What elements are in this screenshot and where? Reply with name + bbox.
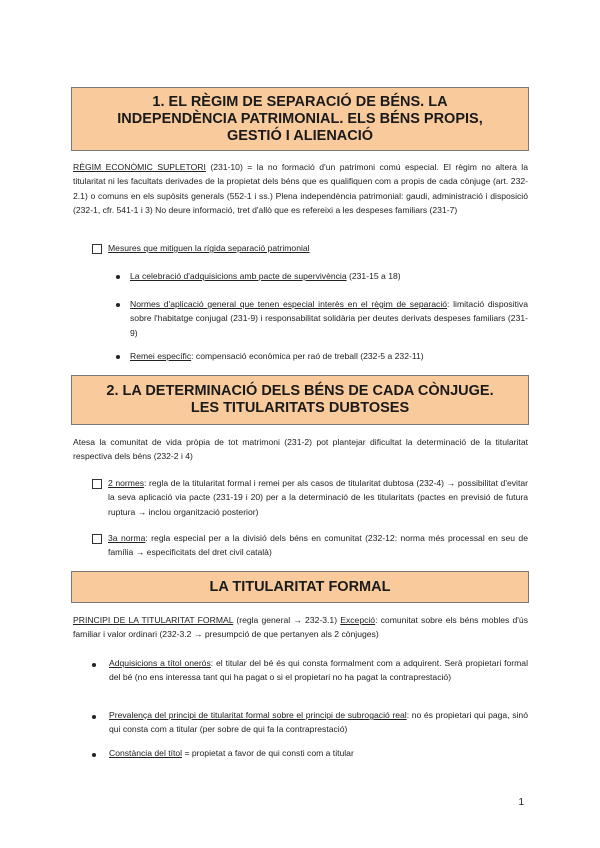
item-label: 2 normes xyxy=(108,478,145,488)
intro-label: RÈGIM ECONÒMIC SUPLETORI xyxy=(73,162,206,172)
bullet-dot xyxy=(92,663,96,667)
bullet-text: = propietat a favor de qui consti com a titular xyxy=(182,748,354,758)
section-2-intro xyxy=(73,435,528,464)
section-2-heading xyxy=(71,375,529,425)
heading-line: GESTIÓ I ALIENACIÓ xyxy=(226,127,374,144)
bullet-dot xyxy=(116,303,120,307)
bullet-text: : el titular del bé és qui consta formalment com a adquirent. Serà propietari formal del bé (no ens interessa tant qui ha pagat o si el propietari no ha pagat la contraprestació) xyxy=(109,658,528,683)
heading-line: LES TITULARITATS DUBTOSES xyxy=(190,400,410,416)
bullet-text: : compensació econòmica per raó de treball (232-5 a 232-11) xyxy=(191,351,424,361)
heading-line: 2. LA DETERMINACIÓ DELS BÉNS DE CADA CÒNJUGE. xyxy=(106,383,494,399)
bullet-label: Prevalença del principi de titularitat formal sobre el principi de subrogació real xyxy=(109,710,407,720)
section-1-intro xyxy=(73,160,528,218)
intro-label: PRINCIPI DE LA TITULARITAT FORMAL xyxy=(73,615,234,625)
list-item xyxy=(130,349,528,363)
item-text: : regla de la titularitat formal i remei per als casos de titularitat dubtosa (232-4) → possibilitat d'evitar la seva aplicació via pacte (231-19 i 20) per a la determinació de les titularitats (pactes en previsió de futura ruptura → inclou organització posterior) xyxy=(108,478,528,517)
bullet-dot xyxy=(116,355,120,359)
heading-line: INDEPENDÈNCIA PATRIMONIAL. ELS BÉNS PROPIS, xyxy=(117,110,483,127)
bullet-dot xyxy=(116,275,120,279)
bullet-label: Normes d'aplicació general que tenen especial interès en el règim de separació xyxy=(130,299,448,309)
checkbox-label xyxy=(108,241,408,255)
checkbox-label-text: Mesures que mitiguen la rígida separació patrimonial xyxy=(108,243,310,253)
checkbox-item xyxy=(108,531,528,560)
checkbox[interactable] xyxy=(92,479,102,489)
list-item xyxy=(109,746,528,760)
page-number: 1 xyxy=(518,797,524,808)
intro-text: : comunitat sobre els béns mobles d'ús familiar i valor ordinari (232-3.2 → presumpció de que pertanyen als 2 cònjuges) xyxy=(73,615,528,640)
checkbox[interactable] xyxy=(92,244,102,254)
bullet-dot xyxy=(92,753,96,757)
item-label: 3a norma xyxy=(108,533,146,543)
bullet-text: (231-15 a 18) xyxy=(346,271,401,281)
section-3-heading xyxy=(71,571,529,603)
item-text: : regla especial per a la divisió dels béns en comunitat (232-12: norma més processal en seu de família → especificitats del dret civil català) xyxy=(108,533,528,558)
bullet-dot xyxy=(92,715,96,719)
list-item xyxy=(109,708,528,737)
intro-label-exception: Excepció xyxy=(340,615,376,625)
bullet-label: La celebració d'adquisicions amb pacte de supervivència xyxy=(130,271,347,281)
list-item xyxy=(130,297,528,340)
heading-line: LA TITULARITAT FORMAL xyxy=(209,578,391,595)
section-3-intro xyxy=(73,613,528,642)
bullet-label: Constància del títol xyxy=(109,748,183,758)
intro-text: (231-10) = la no formació d'un patrimoni comú especial. El règim no altera la titularitat ni les facultats derivades de la propietat dels béns que es qualifiquen com a propis de cada cònjuge (art. 232-2.1) o comuns en els supòsits generals (552-1 i ss.) Plena independència patrimonial: gaudi, administració i disposició (232-1, cfr. 541-1 i 3) No deure informació, tret d'allò que es refereixi a les despeses familiars (231-7) xyxy=(73,162,528,216)
list-item xyxy=(130,269,528,283)
intro-text: Atesa la comunitat de vida pròpia de tot matrimoni (231-2) pot plantejar dificultat la determinació de la titularitat respectiva dels béns (232-2 i 4) xyxy=(73,437,528,462)
heading-line: 1. EL RÈGIM DE SEPARACIÓ DE BÉNS. LA xyxy=(152,93,448,110)
bullet-text: : limitació dispositiva sobre l'habitatge conjugal (231-9) i responsabilitat solidària per deutes derivats despeses familiars (231-9) xyxy=(130,299,528,338)
bullet-text: : no és propietari qui paga, sinó qui consta com a titular (per sobre de qui fa la contraprestació) xyxy=(109,710,528,735)
intro-mid: (regla general → 232-3.1) xyxy=(233,615,341,625)
checkbox[interactable] xyxy=(92,534,102,544)
checkbox-item xyxy=(108,476,528,519)
bullet-label: Adquisicions a títol onerós xyxy=(109,658,211,668)
list-item xyxy=(109,656,528,685)
section-1-heading xyxy=(71,87,529,151)
bullet-label: Remei específic xyxy=(130,351,192,361)
